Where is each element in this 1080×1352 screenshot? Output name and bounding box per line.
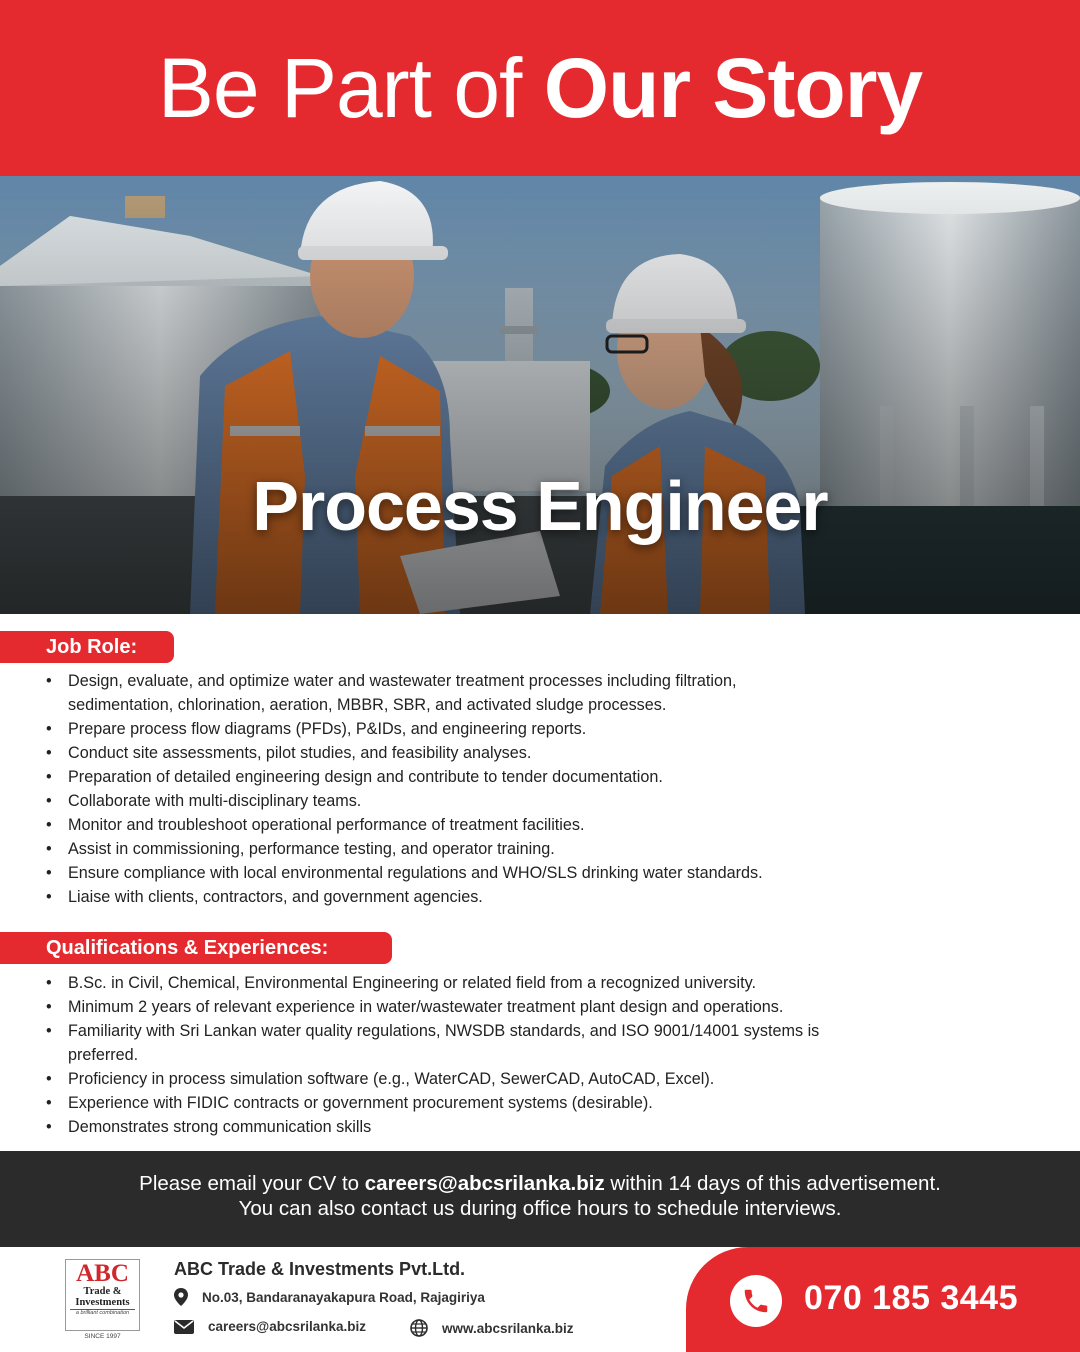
- list-item: • Assist in commissioning, performance testing, and operator training.: [46, 837, 836, 861]
- website-link[interactable]: www.abcsrilanka.biz: [442, 1320, 574, 1336]
- globe-icon: [410, 1319, 428, 1337]
- email-line: [174, 1319, 366, 1334]
- list-item: • Familiarity with Sri Lankan water quality regulations, NWSDB standards, and ISO 9001/14001 systems is preferred.: [46, 1019, 866, 1067]
- list-item: • Design, evaluate, and optimize water and wastewater treatment processes including filtration, sedimentation, chlorination, aeration, MBBR, SBR, and activated sludge processes.: [46, 669, 836, 717]
- cta-prefix: Please email your CV to: [139, 1172, 365, 1195]
- logo-abc: ABC: [76, 1260, 129, 1287]
- list-item: • Minimum 2 years of relevant experience in water/wastewater treatment plant design and operations.: [46, 995, 866, 1019]
- logo-line-1: Trade &: [83, 1286, 122, 1297]
- qualifications-heading: Qualifications & Experiences:: [0, 932, 392, 964]
- job-role-heading: Job Role:: [0, 631, 174, 663]
- logo-tagline: a brilliant combination: [70, 1309, 135, 1316]
- list-item: • Experience with FIDIC contracts or government procurement systems (desirable).: [46, 1091, 866, 1115]
- phone-icon: [730, 1275, 782, 1327]
- company-name: ABC Trade & Investments Pvt.Ltd.: [174, 1259, 466, 1279]
- cta-line-2: You can also contact us during office hours to schedule interviews.: [238, 1197, 842, 1220]
- header-title-light: Be Part of: [157, 40, 544, 135]
- hero-image: [0, 176, 1080, 614]
- header-banner: [0, 0, 1080, 176]
- cta-line-1: [0, 1171, 1080, 1196]
- phone-number[interactable]: 070 185 3445: [804, 1279, 1018, 1317]
- footer: [0, 1247, 1080, 1352]
- list-item: • Monitor and troubleshoot operational performance of treatment facilities.: [46, 813, 836, 837]
- envelope-icon: [174, 1320, 194, 1334]
- list-item: • B.Sc. in Civil, Chemical, Environmental Engineering or related field from a recognized university.: [46, 971, 866, 995]
- header-title-bold: Our Story: [543, 40, 923, 135]
- job-role-list: [46, 669, 836, 909]
- phone-handset-icon: [741, 1286, 771, 1316]
- company-logo: [65, 1259, 140, 1331]
- list-item: • Liaise with clients, contractors, and government agencies.: [46, 885, 836, 909]
- application-instructions: [0, 1151, 1080, 1247]
- logo-line-2: Investments: [75, 1297, 130, 1308]
- list-item: • Proficiency in process simulation software (e.g., WaterCAD, SewerCAD, AutoCAD, Excel).: [46, 1067, 866, 1091]
- header-title: [158, 40, 922, 137]
- job-title: Process Engineer: [252, 467, 828, 545]
- cta-email-link[interactable]: careers@abcsrilanka.biz: [364, 1172, 605, 1195]
- website-line: [410, 1319, 574, 1337]
- phone-panel: [686, 1247, 1080, 1352]
- list-item: • Conduct site assessments, pilot studies, and feasibility analyses.: [46, 741, 836, 765]
- list-item: • Ensure compliance with local environmental regulations and WHO/SLS drinking water standards.: [46, 861, 836, 885]
- location-pin-icon: [174, 1288, 188, 1306]
- footer-email-link[interactable]: careers@abcsrilanka.biz: [208, 1319, 367, 1334]
- address-line: [174, 1288, 485, 1306]
- qualifications-list: [46, 971, 866, 1139]
- logo-since: SINCE 1997: [84, 1333, 121, 1340]
- list-item: • Prepare process flow diagrams (PFDs), P&IDs, and engineering reports.: [46, 717, 836, 741]
- list-item: • Preparation of detailed engineering design and contribute to tender documentation.: [46, 765, 836, 789]
- list-item: • Collaborate with multi-disciplinary teams.: [46, 789, 836, 813]
- list-item: • Demonstrates strong communication skills: [46, 1115, 866, 1139]
- hero-illustration: [0, 176, 1080, 614]
- address-text: No.03, Bandaranayakapura Road, Rajagiriya: [202, 1289, 485, 1305]
- cta-suffix: within 14 days of this advertisement.: [604, 1172, 941, 1195]
